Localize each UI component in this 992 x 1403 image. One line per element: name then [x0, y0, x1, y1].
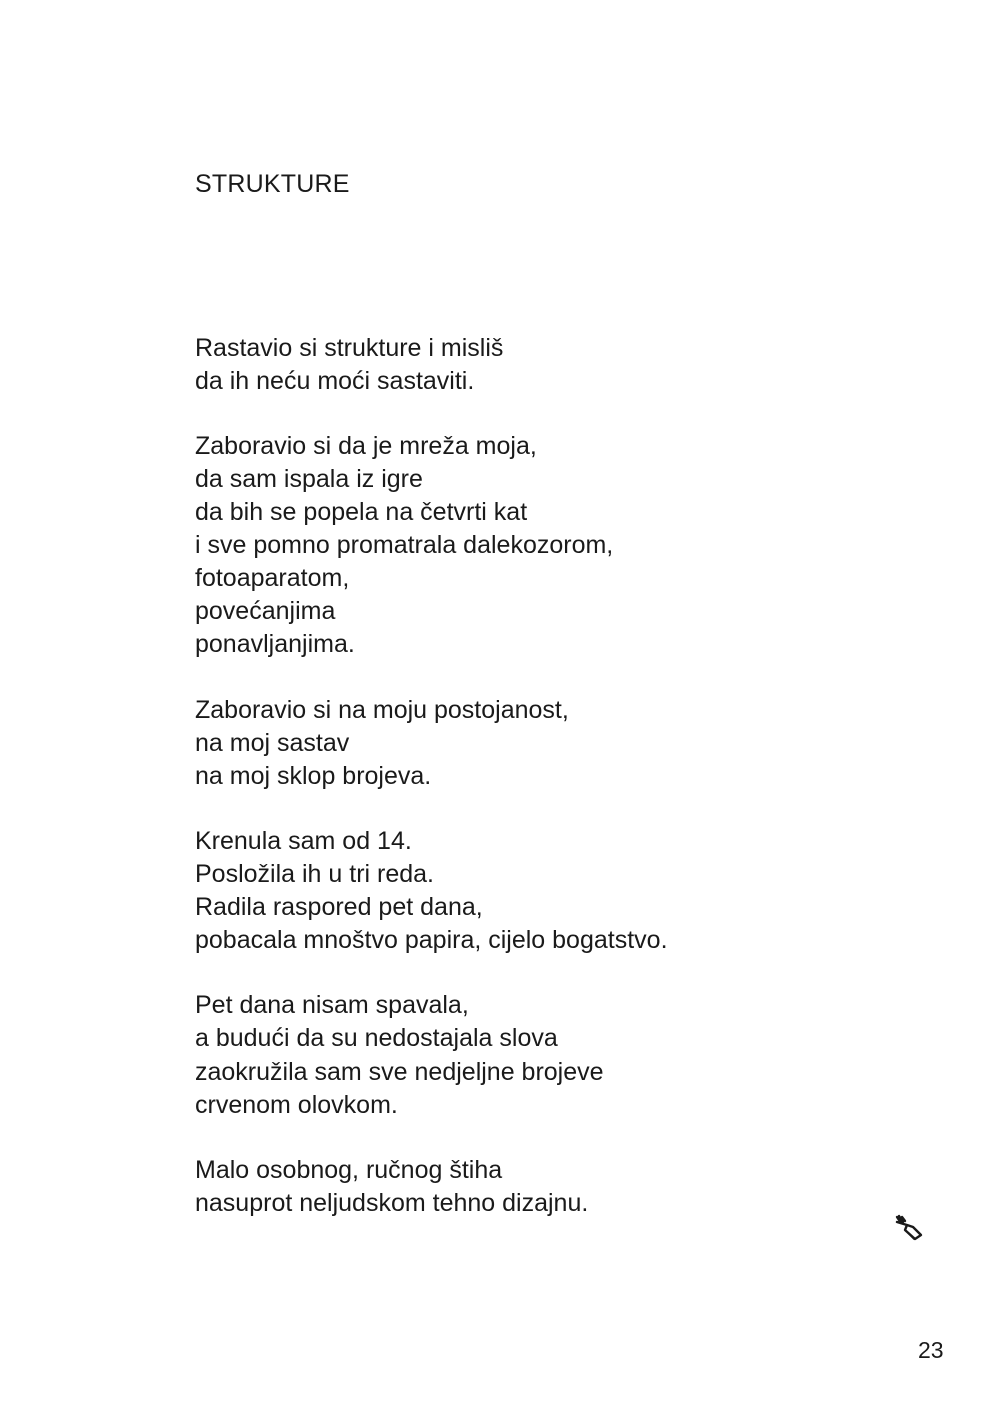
poem-line: Pet dana nisam spavala, [195, 991, 469, 1019]
poem-line: Malo osobnog, ručnog štiha [195, 1156, 503, 1184]
poem-line: fotoaparatom, [195, 564, 350, 592]
poem-line: povećanjima [195, 597, 336, 625]
page-number: 23 [918, 1337, 944, 1363]
poem-line: Rastavio si strukture i misliš [195, 334, 504, 362]
poem-line: Krenula sam od 14. [195, 827, 412, 855]
poem-title: STRUKTURE [195, 170, 350, 198]
poem-line: crvenom olovkom. [195, 1091, 398, 1119]
poem-line: nasuprot neljudskom tehno dizajnu. [195, 1189, 589, 1217]
poem-line: Zaboravio si da je mreža moja, [195, 432, 537, 460]
poem-line: da ih neću moći sastaviti. [195, 367, 475, 395]
poem-line: da bih se popela na četvrti kat [195, 498, 528, 526]
poem-line: a budući da su nedostajala slova [195, 1024, 558, 1052]
poem-line: Zaboravio si na moju postojanost, [195, 696, 569, 724]
poem-line: na moj sastav [195, 729, 350, 757]
poem-line: Radila raspored pet dana, [195, 893, 483, 921]
poem-line: zaokružila sam sve nedjeljne brojeve [195, 1058, 604, 1086]
poem-line: i sve pomno promatrala dalekozorom, [195, 531, 614, 559]
poem-line: na moj sklop brojeva. [195, 762, 432, 790]
poem-line: ponavljanjima. [195, 630, 355, 658]
poem-line: da sam ispala iz igre [195, 465, 423, 493]
hand-drawn-flourish-icon [893, 1213, 927, 1247]
poem-line: pobacala mnoštvo papira, cijelo bogatstvo. [195, 926, 668, 954]
poem-line: Posložila ih u tri reda. [195, 860, 435, 888]
